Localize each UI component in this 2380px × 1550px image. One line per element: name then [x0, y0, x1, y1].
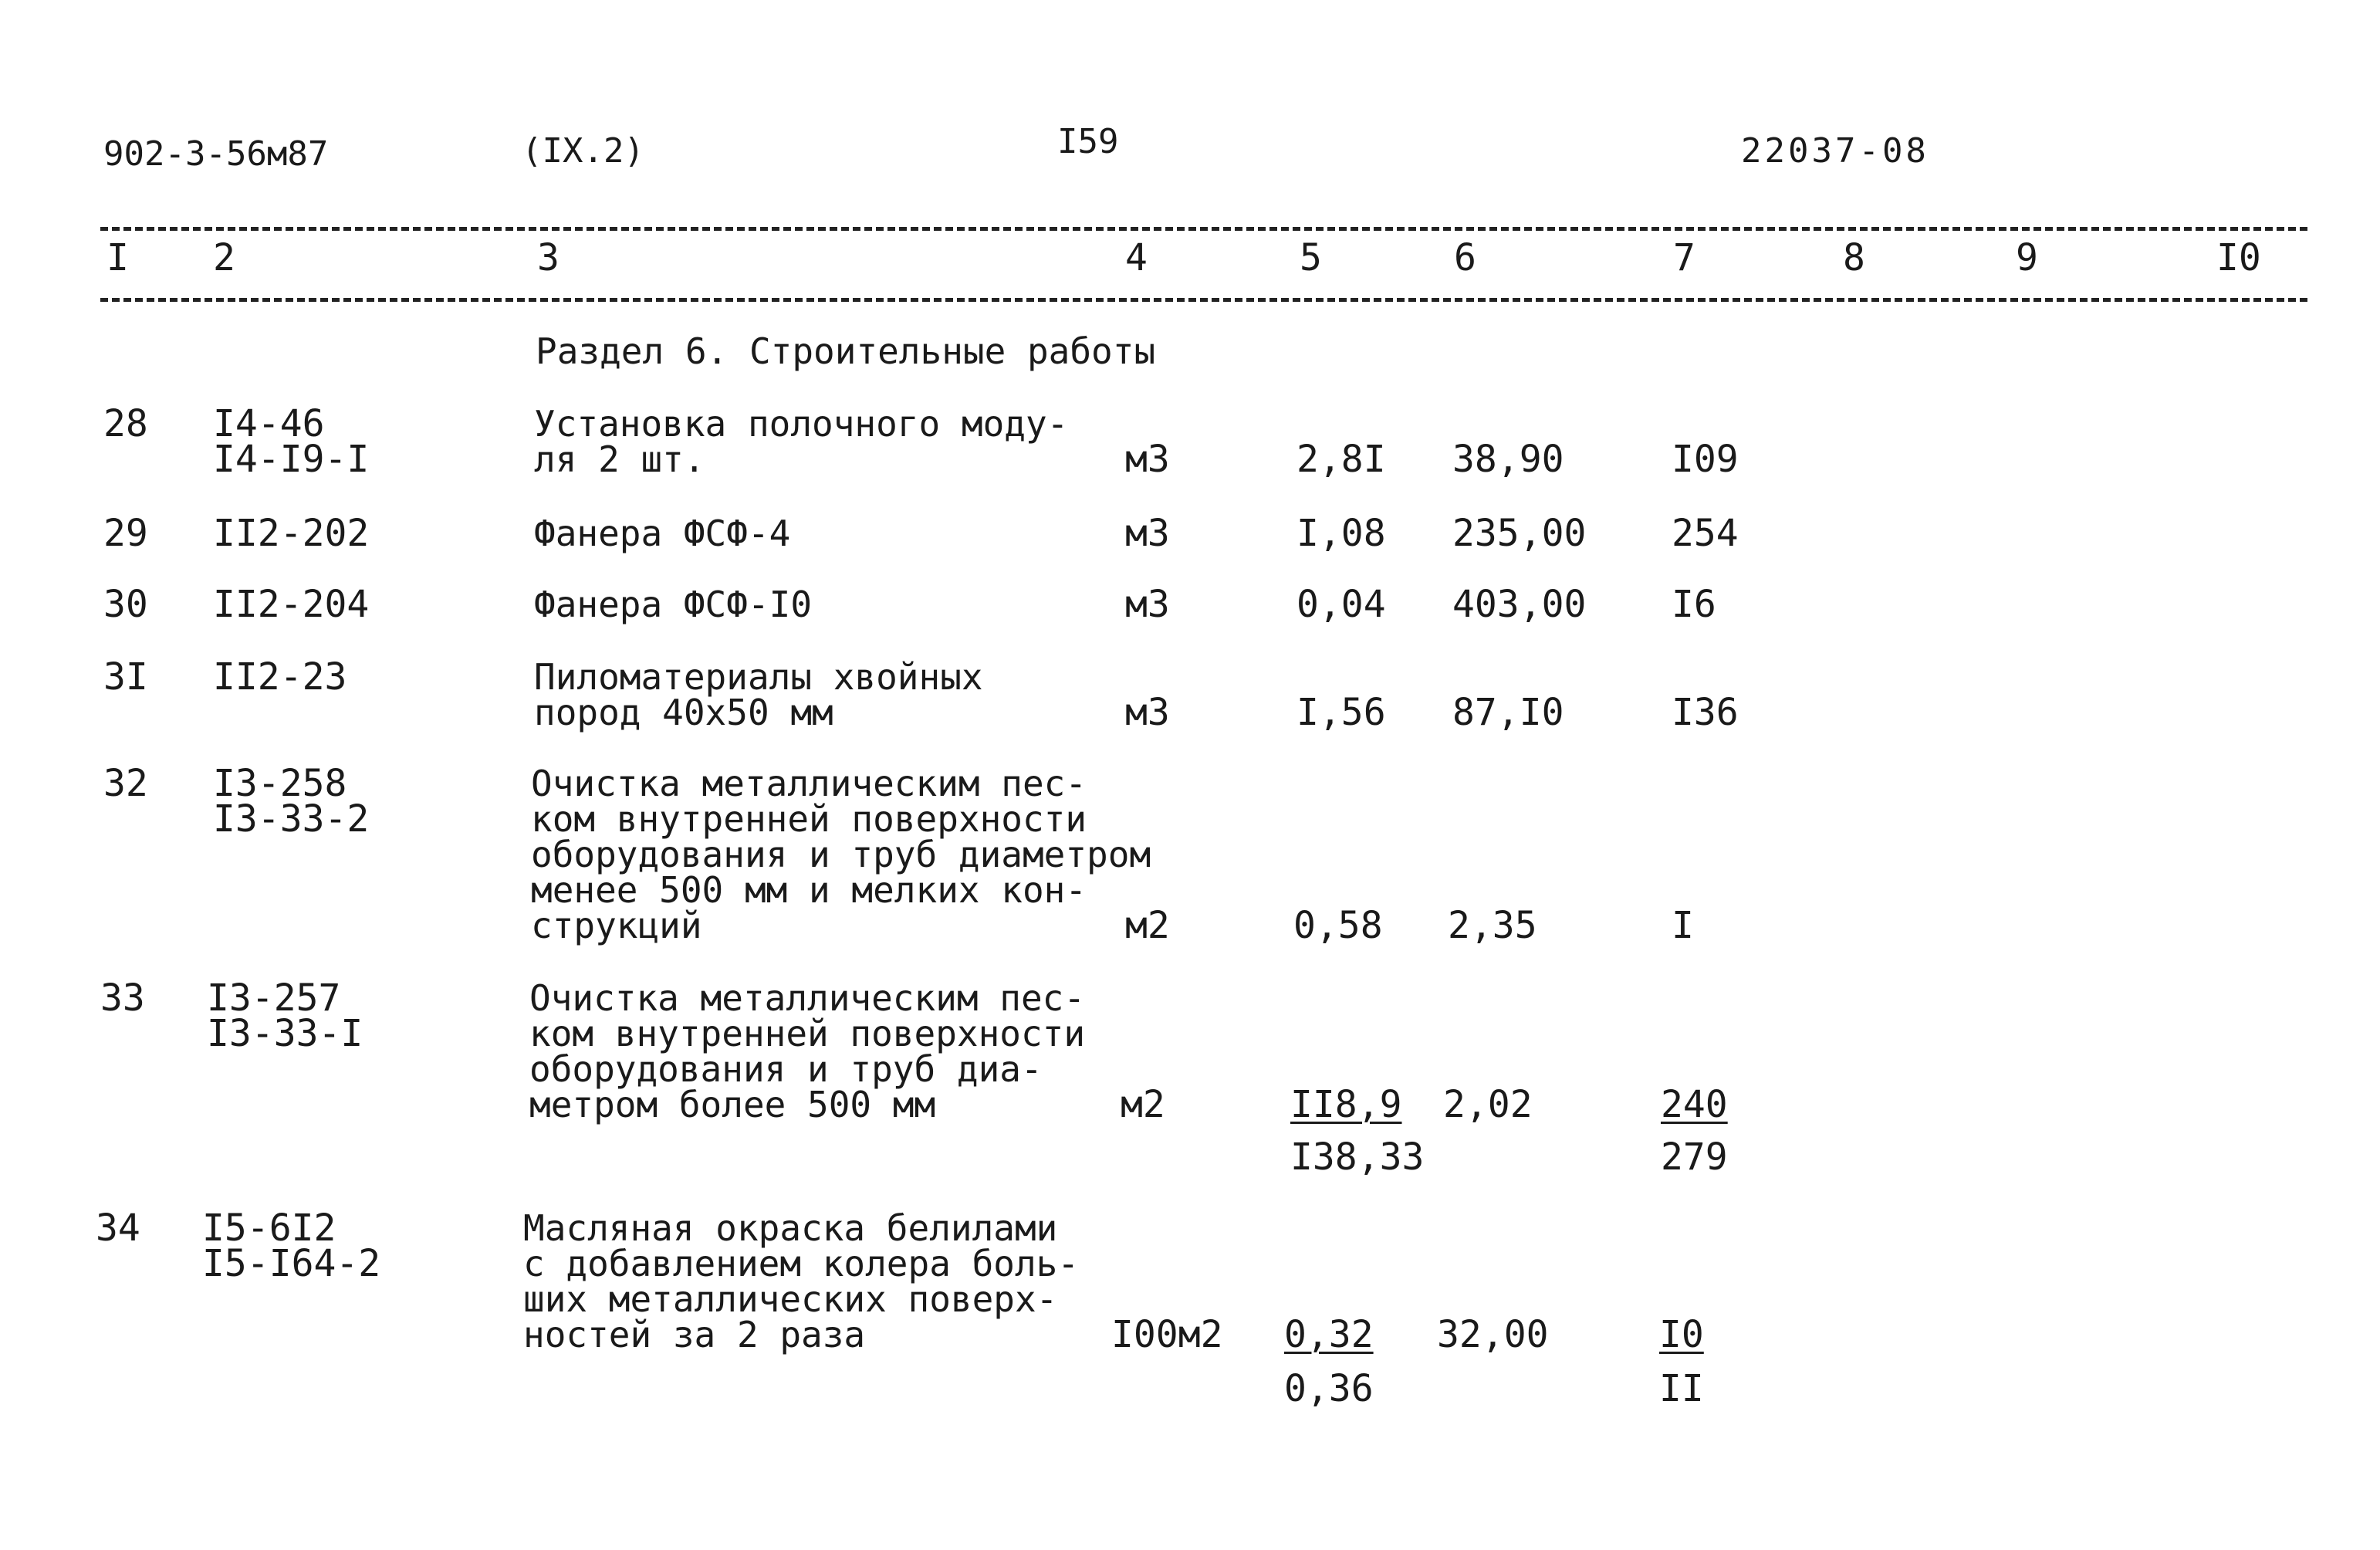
row-number: 28	[103, 402, 148, 445]
archive-number: 22037-08	[1741, 131, 1929, 171]
norm-codes: I3-257 I3-33-I	[207, 976, 363, 1055]
page-number: I59	[1057, 122, 1119, 161]
work-description: Установка полочного моду- ля 2 шт.	[534, 403, 1069, 480]
unit: м2	[1125, 904, 1170, 947]
norm-codes: II2-204	[213, 583, 370, 626]
total-cost: I36	[1672, 691, 1739, 734]
row-number: 33	[100, 976, 145, 1020]
column-number: 5	[1300, 236, 1322, 279]
work-description: Пиломатериалы хвойных пород 40х50 мм	[534, 656, 983, 733]
work-description: Фанера ФСФ-4	[534, 513, 791, 554]
column-number: 8	[1843, 236, 1865, 279]
unit-price: 87,I0	[1452, 691, 1564, 734]
row-number: 29	[103, 512, 148, 555]
unit: I00м2	[1111, 1313, 1223, 1356]
unit-price: 235,00	[1452, 512, 1587, 555]
section-title: Раздел 6. Строительные работы	[536, 330, 1156, 372]
norm-codes: II2-23	[213, 655, 347, 699]
quantity: 0,58	[1293, 904, 1383, 947]
norm-codes: I3-258 I3-33-2	[213, 762, 370, 841]
column-number: 2	[213, 236, 235, 279]
total-cost: 254	[1672, 512, 1739, 555]
unit-price: 403,00	[1452, 583, 1587, 626]
work-description: Очистка металлическим пес- ком внутренней поверхности оборудования и труб диа- метром более 500 мм	[529, 977, 1086, 1125]
section-code: (IX.2)	[522, 131, 644, 171]
quantity: I,56	[1296, 691, 1386, 734]
work-description: Масляная окраска белилами с добавлением колера боль- ших металлических поверх- ностей за 2 раза	[523, 1207, 1080, 1355]
work-description: Фанера ФСФ-I0	[534, 584, 813, 625]
work-description: Очистка металлическим пес- ком внутренней поверхности оборудования и труб диаметром менее 500 мм и мелких кон- струкций	[531, 763, 1151, 946]
column-number: 3	[537, 236, 560, 279]
total-cost: I0	[1659, 1313, 1704, 1356]
total-cost: I	[1672, 904, 1694, 947]
header-bottom-rule	[100, 298, 2307, 302]
total-cost: I09	[1672, 438, 1739, 481]
row-number: 34	[96, 1206, 140, 1250]
column-number: 4	[1125, 236, 1148, 279]
unit: м3	[1125, 583, 1170, 626]
column-number: 6	[1454, 236, 1476, 279]
unit: м2	[1121, 1083, 1165, 1126]
unit-price: 38,90	[1452, 438, 1564, 481]
norm-codes: I4-46 I4-I9-I	[213, 402, 370, 481]
unit-price: 2,02	[1443, 1083, 1533, 1126]
column-number: I	[106, 236, 129, 279]
row-number: 3I	[103, 655, 148, 699]
quantity: II8,9	[1290, 1083, 1402, 1126]
row-number: 30	[103, 583, 148, 626]
column-number: I0	[2216, 236, 2261, 279]
quantity-alternate: I38,33	[1290, 1135, 1425, 1179]
total-cost: 240	[1661, 1083, 1728, 1126]
quantity: 0,32	[1284, 1313, 1374, 1356]
document-code: 902-3-56м87	[103, 134, 329, 174]
total-cost-alternate: 279	[1661, 1135, 1728, 1179]
row-number: 32	[103, 762, 148, 805]
unit-price: 2,35	[1448, 904, 1537, 947]
header-top-rule	[100, 227, 2307, 231]
norm-codes: II2-202	[213, 512, 370, 555]
column-number: 9	[2016, 236, 2038, 279]
unit-price: 32,00	[1437, 1313, 1549, 1356]
column-number: 7	[1673, 236, 1695, 279]
quantity-alternate: 0,36	[1284, 1367, 1374, 1410]
quantity: 2,8I	[1296, 438, 1386, 481]
norm-codes: I5-6I2 I5-I64-2	[202, 1206, 381, 1285]
unit: м3	[1125, 691, 1170, 734]
unit: м3	[1125, 512, 1170, 555]
total-cost-alternate: II	[1659, 1367, 1704, 1410]
quantity: I,08	[1296, 512, 1386, 555]
quantity: 0,04	[1296, 583, 1386, 626]
total-cost: I6	[1672, 583, 1716, 626]
unit: м3	[1125, 438, 1170, 481]
